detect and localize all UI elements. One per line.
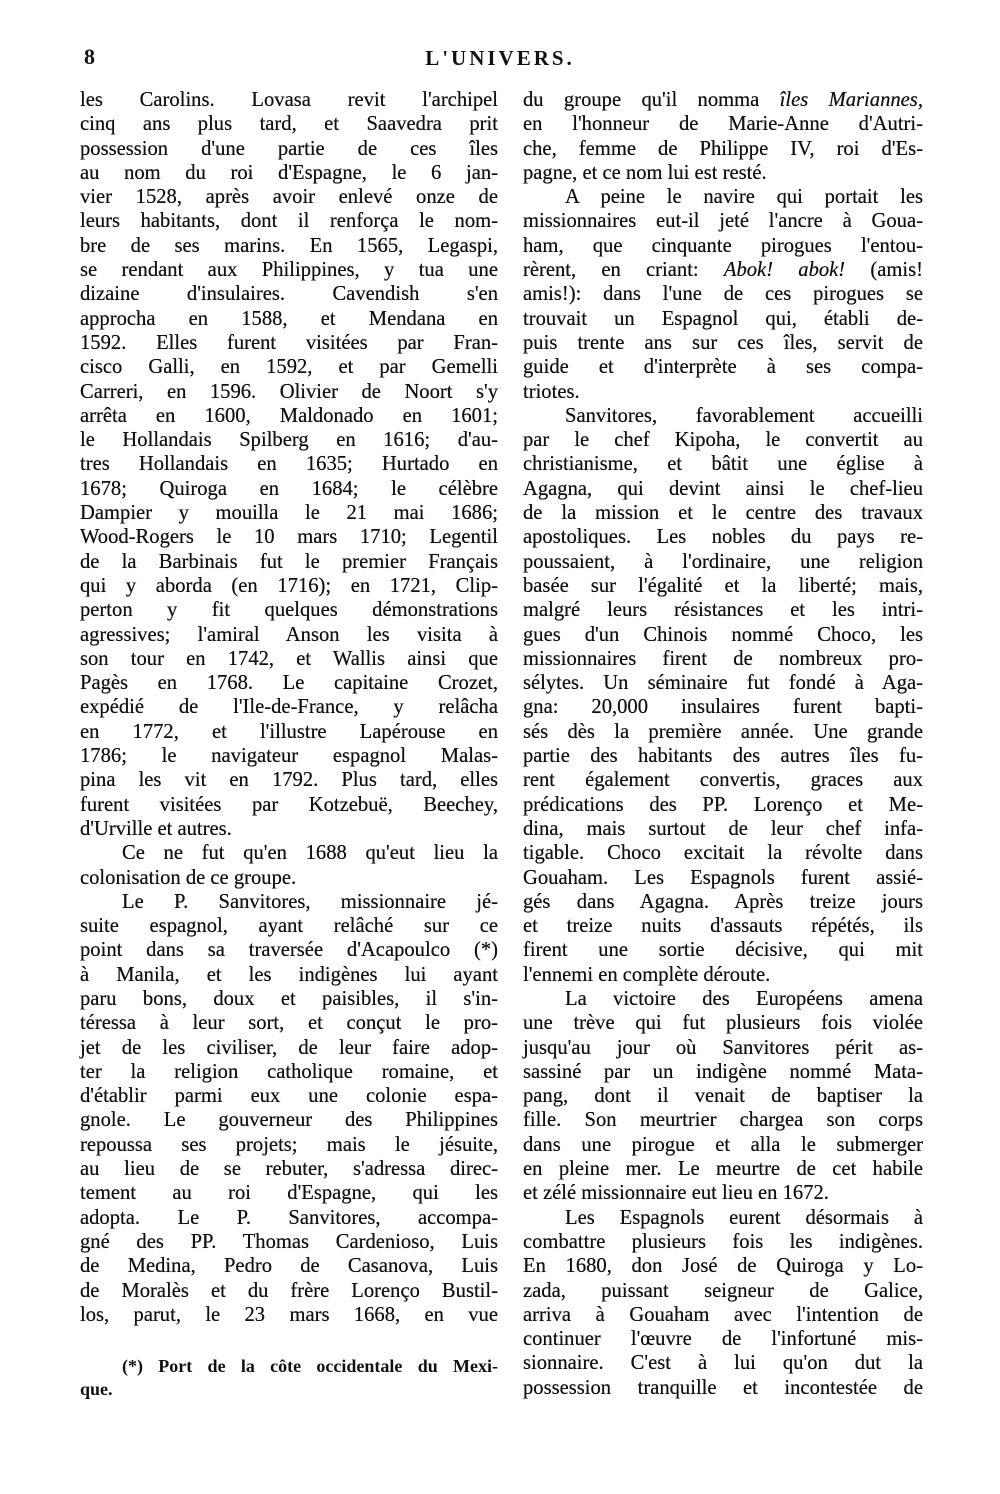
line-text: arriva à Gouaham avec l'intention de: [523, 1303, 923, 1326]
text-line: [80, 695, 498, 719]
line-text: Pagès en 1768. Le capitaine Crozet,: [80, 672, 498, 695]
text-line: [80, 1206, 498, 1230]
line-text: l'ennemi en complète déroute.: [523, 963, 771, 986]
text-line: [80, 1133, 498, 1157]
line-text: cinq ans plus tard, et Saavedra prit: [80, 113, 498, 136]
text-line: [523, 695, 923, 719]
text-line: [523, 841, 923, 865]
line-text: Wood-Rogers le 10 mars 1710; Legentil: [80, 526, 498, 549]
text-line: [523, 1254, 923, 1278]
line-text: poussaient, à l'ordinaire, une religion: [523, 550, 923, 573]
text-line: [80, 963, 498, 987]
line-text: qui y aborda (en 1716); en 1721, Clip-: [80, 574, 498, 597]
line-text: La victoire des Européens amena: [565, 987, 923, 1010]
line-text: leurs habitants, dont il renforça le nom-: [80, 210, 498, 233]
text-line: [80, 841, 498, 865]
line-text: zada, puissant seigneur de Galice,: [523, 1279, 923, 1302]
line-text: sélytes. Un séminaire fut fondé à Aga-: [523, 672, 923, 695]
line-text: sionnaire. C'est à lui qu'on dut la: [523, 1352, 923, 1375]
text-line: [80, 355, 498, 379]
text-line: [523, 1303, 923, 1327]
text-line: [523, 623, 923, 647]
line-text: ham, que cinquante pirogues l'entou-: [523, 234, 923, 257]
text-line: [523, 817, 923, 841]
line-text: 1786; le navigateur espagnol Malas-: [80, 745, 498, 768]
text-line: [523, 1011, 923, 1035]
line-text: missionnaires firent de nombreux pro-: [523, 647, 923, 670]
text-line: [523, 258, 923, 282]
text-line: [80, 1060, 498, 1084]
text-line: [80, 209, 498, 233]
line-text: point dans sa traversée d'Acapoulco (*): [80, 939, 498, 962]
text-line: [523, 793, 923, 817]
text-line: [80, 452, 498, 476]
line-text: colonisation de ce groupe.: [80, 866, 297, 889]
line-text: continuer l'œuvre de l'infortuné mis-: [523, 1328, 923, 1351]
text-line: [523, 987, 923, 1011]
line-text: paru bons, doux et paisibles, il s'in-: [80, 987, 498, 1010]
text-line: [80, 720, 498, 744]
line-text: arrêta en 1600, Maldonado en 1601;: [80, 404, 498, 427]
text-line: [523, 938, 923, 962]
line-text: rèrent, en criant:: [523, 259, 724, 282]
line-text: le Hollandais Spilberg en 1616; d'au-: [80, 429, 498, 452]
text-line: [80, 1230, 498, 1254]
text-line: [523, 185, 923, 209]
line-text: en pleine mer. Le meurtre de cet habile: [523, 1158, 923, 1181]
text-line: [523, 1351, 923, 1375]
text-line: [80, 793, 498, 817]
text-line: [523, 331, 923, 355]
text-line: [523, 1230, 923, 1254]
line-text: au lieu de se rebuter, s'adressa direc-: [80, 1158, 498, 1181]
line-text: malgré leurs résistances et les intri-: [523, 599, 923, 622]
text-line: [523, 404, 923, 428]
text-line: [80, 1157, 498, 1181]
line-text: les Carolins. Lovasa revit l'archipel: [80, 89, 498, 111]
text-line: [80, 1036, 498, 1060]
text-line: [523, 768, 923, 792]
line-text: apostoliques. Les nobles du pays re-: [523, 526, 923, 549]
line-text: che, femme de Philippe IV, roi d'Es-: [523, 137, 923, 160]
text-line: [523, 574, 923, 598]
line-text: cisco Galli, en 1592, et par Gemelli: [80, 356, 498, 379]
text-line: [80, 380, 498, 404]
line-text: se rendant aux Philippines, y tua une: [80, 259, 498, 282]
text-line: [523, 598, 923, 622]
line-text: Dampier y mouilla le 21 mai 1686;: [80, 502, 498, 525]
left-column: [80, 88, 498, 1327]
line-text: dizaine d'insulaires. Cavendish s'en: [80, 283, 498, 306]
line-text: rent également convertis, graces aux: [523, 769, 923, 792]
line-text: gues d'un Chinois nommé Choco, les: [523, 623, 923, 646]
text-line: [523, 380, 923, 404]
line-text: bre de ses marins. En 1565, Legaspi,: [80, 234, 498, 257]
italic-text: Abok! abok!: [723, 259, 846, 282]
line-text: son tour en 1742, et Wallis ainsi que: [80, 647, 498, 670]
text-line: [523, 161, 923, 185]
line-text: agressives; l'amiral Anson les visita à: [80, 623, 498, 646]
line-text: combattre plusieurs fois les indigènes.: [523, 1230, 923, 1253]
text-line: [80, 1254, 498, 1278]
line-text: possession tranquille et incontestée de: [523, 1376, 923, 1399]
line-text: triotes.: [523, 380, 580, 403]
text-line: [523, 550, 923, 574]
text-line: [523, 1181, 923, 1205]
line-text: Sanvitores, favorablement accueilli: [565, 404, 923, 427]
italic-text: îles Mariannes,: [779, 89, 923, 111]
line-text: furent visitées par Kotzebuë, Beechey,: [80, 793, 498, 816]
text-line: [80, 307, 498, 331]
text-line: [523, 307, 923, 331]
line-text: los, parut, le 23 mars 1668, en vue: [80, 1303, 498, 1326]
line-text: adopta. Le P. Sanvitores, accompa-: [80, 1206, 498, 1229]
line-text: d'établir parmi eux une colonie espa-: [80, 1085, 498, 1108]
line-text: repoussa ses projets; mais le jésuite,: [80, 1133, 498, 1156]
line-text: puis trente ans sur ces îles, servit de: [523, 331, 923, 354]
text-line: [80, 1084, 498, 1108]
text-line: [523, 477, 923, 501]
text-line: [80, 234, 498, 258]
text-line: [523, 452, 923, 476]
text-line: [80, 428, 498, 452]
line-text: de Moralès et du frère Lorenço Bustil-: [80, 1279, 498, 1302]
text-line: [80, 258, 498, 282]
text-line: [523, 671, 923, 695]
line-text: tigable. Choco excitait la révolte dans: [523, 842, 923, 865]
text-line: [80, 623, 498, 647]
line-text: perton y fit quelques démonstrations: [80, 599, 498, 622]
line-text: A peine le navire qui portait les: [565, 186, 923, 209]
line-text: approcha en 1588, et Mendana en: [80, 307, 498, 330]
line-text: trouvait un Espagnol qui, établi de-: [523, 307, 923, 330]
text-line: [523, 112, 923, 136]
line-text: missionnaires eut-il jeté l'ancre à Goua-: [523, 210, 923, 233]
line-text: vier 1528, après avoir enlevé onze de: [80, 186, 498, 209]
line-text: pang, dont il venait de baptiser la: [523, 1085, 923, 1108]
text-line: [80, 744, 498, 768]
text-line: [80, 501, 498, 525]
text-line: [80, 137, 498, 161]
text-line: [80, 647, 498, 671]
text-line: [523, 1036, 923, 1060]
line-text: pagne, et ce nom lui est resté.: [523, 161, 767, 184]
text-line: [80, 574, 498, 598]
text-line: [80, 282, 498, 306]
footnote: [80, 1355, 498, 1401]
text-line: [523, 744, 923, 768]
text-line: [523, 137, 923, 161]
text-line: [80, 88, 498, 112]
line-text: tres Hollandais en 1635; Hurtado en: [80, 453, 498, 476]
text-line: [80, 1181, 498, 1205]
line-text: de Medina, Pedro de Casanova, Luis: [80, 1255, 498, 1278]
line-text: fille. Son meurtrier chargea son corps: [523, 1109, 923, 1132]
text-line: [523, 88, 923, 112]
text-line: [80, 550, 498, 574]
text-line: [523, 501, 923, 525]
line-text: Agagna, qui devint ainsi le chef-lieu: [523, 477, 923, 500]
line-text: basée sur l'égalité et la liberté; mais,: [523, 574, 923, 597]
text-line: [80, 598, 498, 622]
text-line: [80, 1011, 498, 1035]
line-text: guide et d'interprète à ses compa-: [523, 356, 923, 379]
line-text: gnole. Le gouverneur des Philippines: [80, 1109, 498, 1132]
line-text: sassiné par un indigène nommé Mata-: [523, 1060, 923, 1083]
text-line: [80, 987, 498, 1011]
line-text: du groupe qu'il nomma: [523, 89, 780, 111]
line-text: dina, mais surtout de leur chef infa-: [523, 817, 923, 840]
text-line: [80, 331, 498, 355]
text-line: [80, 1279, 498, 1303]
text-line: [80, 112, 498, 136]
line-text: amis!): dans l'une de ces pirogues se: [523, 283, 923, 306]
text-line: [523, 234, 923, 258]
line-text: gné des PP. Thomas Cardenioso, Luis: [80, 1230, 498, 1253]
text-line: [523, 720, 923, 744]
line-text: en l'honneur de Marie-Anne d'Autri-: [523, 113, 923, 136]
text-line: [80, 817, 498, 841]
text-line: [523, 1376, 923, 1400]
line-text: téressa à leur sort, et conçut le pro-: [80, 1012, 498, 1035]
line-text: prédications des PP. Lorenço et Me-: [523, 793, 923, 816]
text-line: [523, 890, 923, 914]
text-line: [523, 282, 923, 306]
line-text: par le chef Kipoha, le convertit au: [523, 429, 923, 452]
line-text: sés dès la première année. Une grande: [523, 720, 923, 743]
text-line: [523, 1327, 923, 1351]
text-line: [80, 890, 498, 914]
line-text: expédié de l'Ile-de-France, y relâcha: [80, 696, 498, 719]
text-line: [80, 477, 498, 501]
line-text: en 1772, et l'illustre Lapérouse en: [80, 720, 498, 743]
line-text: partie des habitants des autres îles fu-: [523, 745, 923, 768]
text-line: [523, 1279, 923, 1303]
line-text: tement au roi d'Espagne, qui les: [80, 1182, 498, 1205]
text-line: [80, 938, 498, 962]
line-text: pina les vit en 1792. Plus tard, elles: [80, 769, 498, 792]
line-text: à Manila, et les indigènes lui ayant: [80, 963, 498, 986]
line-text: (amis!: [845, 259, 923, 282]
line-text: et treize nuits d'assauts répétés, ils: [523, 915, 923, 938]
text-line: [523, 914, 923, 938]
line-text: gna: 20,000 insulaires furent bapti-: [523, 696, 923, 719]
right-column: [523, 88, 923, 1400]
text-line: [523, 1060, 923, 1084]
line-text: Le P. Sanvitores, missionnaire jé-: [122, 890, 498, 913]
text-line: [80, 185, 498, 209]
text-line: [80, 914, 498, 938]
line-text: jet de les civiliser, de leur faire adop-: [80, 1036, 498, 1059]
line-text: 1592. Elles furent visitées par Fran-: [80, 331, 498, 354]
line-text: et zélé missionnaire eut lieu en 1672.: [523, 1182, 829, 1205]
line-text: 1678; Quiroga en 1684; le célèbre: [80, 477, 498, 500]
running-title: L'UNIVERS.: [425, 46, 575, 70]
text-line: [80, 866, 498, 890]
line-text: de la Barbinais fut le premier Français: [80, 550, 498, 573]
text-line: [523, 209, 923, 233]
line-text: En 1680, don José de Quiroga y Lo-: [523, 1255, 923, 1278]
line-text: Carreri, en 1596. Olivier de Noort s'y: [80, 380, 498, 403]
line-text: gés dans Agagna. Après treize jours: [523, 890, 923, 913]
footnote-line: que.: [80, 1379, 113, 1399]
text-line: [523, 647, 923, 671]
text-line: [80, 768, 498, 792]
text-line: [523, 525, 923, 549]
text-line: [80, 1303, 498, 1327]
line-text: ter la religion catholique romaine, et: [80, 1060, 498, 1083]
line-text: au nom du roi d'Espagne, le 6 jan-: [80, 161, 498, 184]
text-line: [523, 1084, 923, 1108]
text-line: [80, 404, 498, 428]
text-line: [523, 355, 923, 379]
text-line: [523, 963, 923, 987]
line-text: Ce ne fut qu'en 1688 qu'eut lieu la: [122, 842, 498, 865]
line-text: Les Espagnols eurent désormais à: [565, 1206, 923, 1229]
line-text: dans une pirogue et alla le submerger: [523, 1133, 923, 1156]
text-line: [523, 1108, 923, 1132]
text-line: [80, 1108, 498, 1132]
line-text: une trève qui fut plusieurs fois violée: [523, 1012, 923, 1035]
text-line: [523, 1157, 923, 1181]
footnote-line: (*) Port de la côte occidentale du Mexi-: [122, 1356, 498, 1376]
text-line: [523, 866, 923, 890]
line-text: suite espagnol, ayant relâché sur ce: [80, 915, 498, 938]
text-line: [80, 525, 498, 549]
text-line: [80, 161, 498, 185]
line-text: christianisme, et bâtit une église à: [523, 453, 923, 476]
text-line: [523, 1206, 923, 1230]
text-line: [523, 428, 923, 452]
line-text: d'Urville et autres.: [80, 817, 232, 840]
line-text: possession d'une partie de ces îles: [80, 137, 498, 160]
text-line: [80, 671, 498, 695]
line-text: de la mission et le centre des travaux: [523, 502, 923, 525]
text-line: [523, 1133, 923, 1157]
page-number: 8: [84, 44, 95, 69]
line-text: Gouaham. Les Espagnols furent assié-: [523, 866, 923, 889]
line-text: jusqu'au jour où Sanvitores périt as-: [523, 1036, 923, 1059]
line-text: firent une sortie décisive, qui mit: [523, 939, 923, 962]
